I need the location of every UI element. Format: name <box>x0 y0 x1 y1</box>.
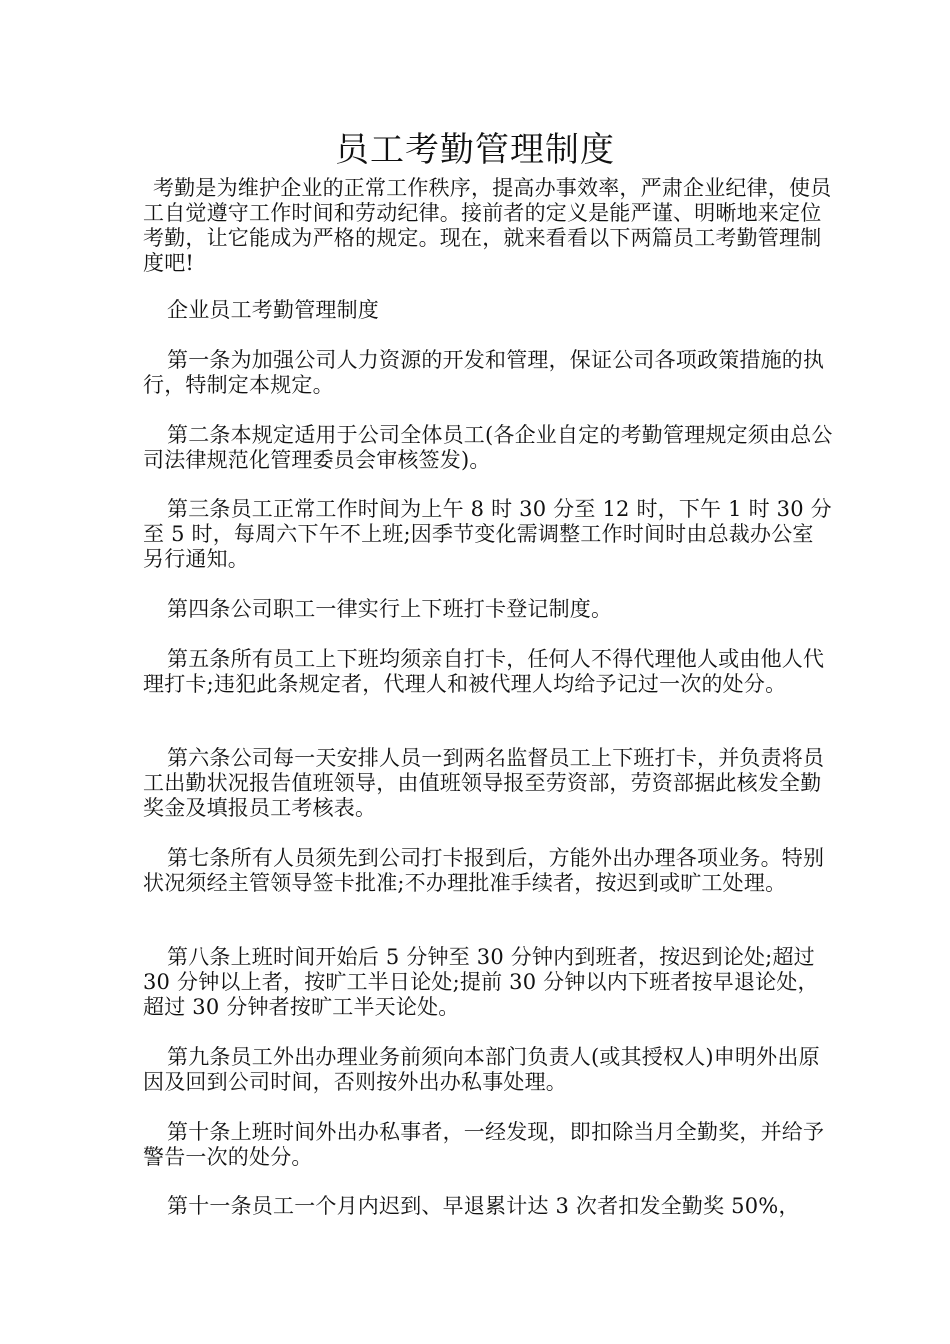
article-5 <box>143 647 833 697</box>
intro-text: 考勤是为维护企业的正常工作秩序，提高办事效率，严肃企业纪律，使员工自觉遵守工作时间和劳动纪律。接前者的定义是能严谨、明晰地来定位考勤，让它能成为严格的规定。现在，就来看看以下两篇员工考勤管理制度吧! <box>143 176 832 275</box>
article-text: 第二条本规定适用于公司全体员工(各企业自定的考勤管理规定须由总公司法律规范化管理委员会审核签发)。 <box>143 423 833 472</box>
article-text: 第十一条员工一个月内迟到、早退累计达 3 次者扣发全勤奖 50%， <box>167 1194 800 1218</box>
article-text: 第八条上班时间开始后 5 分钟至 30 分钟内到班者，按迟到论处;超过 30 分钟以上者，按旷工半日论处;提前 30 分钟以内下班者按早退论处，超过 30 分钟者按旷工半天论处。 <box>143 945 819 1019</box>
article-text: 第四条公司职工一律实行上下班打卡登记制度。 <box>167 597 613 621</box>
article-7 <box>143 846 833 896</box>
article-10 <box>143 1120 833 1170</box>
article-1 <box>143 348 833 398</box>
article-4 <box>143 597 833 622</box>
article-3 <box>143 497 833 572</box>
article-9 <box>143 1045 833 1095</box>
article-2 <box>143 423 833 473</box>
article-text: 第十条上班时间外出办私事者，一经发现，即扣除当月全勤奖，并给予警告一次的处分。 <box>143 1120 825 1169</box>
article-6 <box>143 746 833 821</box>
article-text: 第七条所有人员须先到公司打卡报到后，方能外出办理各项业务。特别状况须经主管领导签卡批准;不办理批准手续者，按迟到或旷工处理。 <box>143 846 825 895</box>
intro-paragraph <box>143 176 833 276</box>
article-8 <box>143 945 833 1020</box>
article-text: 第五条所有员工上下班均须亲自打卡，任何人不得代理他人或由他人代理打卡;违犯此条规定者，代理人和被代理人均给予记过一次的处分。 <box>143 647 825 696</box>
subheading <box>143 298 833 323</box>
article-text: 第九条员工外出办理业务前须向本部门负责人(或其授权人)申明外出原因及回到公司时间，否则按外出办私事处理。 <box>143 1045 820 1094</box>
article-text: 第六条公司每一天安排人员一到两名监督员工上下班打卡，并负责将员工出勤状况报告值班领导，由值班领导报至劳资部，劳资部据此核发全勤奖金及填报员工考核表。 <box>143 746 825 820</box>
article-11 <box>143 1194 833 1219</box>
document-title: 员工考勤管理制度 <box>335 130 615 170</box>
article-text: 第一条为加强公司人力资源的开发和管理，保证公司各项政策措施的执行，特制定本规定。 <box>143 348 825 397</box>
subheading-text: 企业员工考勤管理制度 <box>167 298 379 322</box>
article-text: 第三条员工正常工作时间为上午 8 时 30 分至 12 时，下午 1 时 30 分至 5 时，每周六下午不上班;因季节变化需调整工作时间时由总裁办公室另行通知。 <box>143 497 832 571</box>
